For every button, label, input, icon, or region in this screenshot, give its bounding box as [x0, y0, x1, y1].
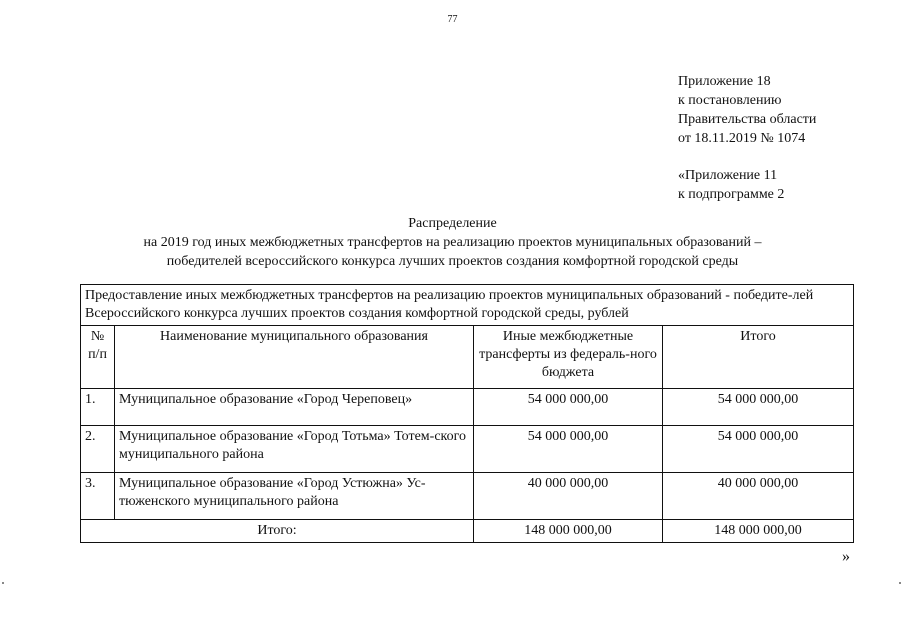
footer-total: 148 000 000,00 — [663, 520, 854, 543]
page-number: 77 — [447, 14, 458, 25]
row-num: 2. — [81, 426, 115, 473]
table-row — [81, 473, 854, 520]
title-line: Распределение — [408, 216, 497, 231]
row-federal: 40 000 000,00 — [474, 473, 663, 520]
row-name: Муниципальное образование «Город Устюжна» Ус-тюженского муниципального района — [115, 473, 474, 520]
row-total: 40 000 000,00 — [663, 473, 854, 520]
scan-mark — [2, 582, 4, 584]
document-title — [0, 214, 905, 271]
table-row — [81, 389, 854, 426]
table-row — [81, 426, 854, 473]
appendix-line: «Приложение 11 — [678, 168, 778, 183]
table-caption-row — [81, 285, 854, 326]
scan-mark — [899, 582, 901, 584]
row-federal: 54 000 000,00 — [474, 389, 663, 426]
header-total: Итого — [663, 326, 854, 389]
row-num: 3. — [81, 473, 115, 520]
appendix-line: Правительства области — [678, 112, 817, 127]
footer-label: Итого: — [81, 520, 474, 543]
row-total: 54 000 000,00 — [663, 426, 854, 473]
table-header-row — [81, 326, 854, 389]
appendix-line: от 18.11.2019 № 1074 — [678, 131, 806, 146]
table-footer-row — [81, 520, 854, 543]
row-name: Муниципальное образование «Город Тотьма» Тотем-ского муниципального района — [115, 426, 474, 473]
appendix-line: к постановлению — [678, 93, 782, 108]
row-total: 54 000 000,00 — [663, 389, 854, 426]
row-name: Муниципальное образование «Город Череповец» — [115, 389, 474, 426]
footer-federal: 148 000 000,00 — [474, 520, 663, 543]
appendix-gap — [678, 148, 816, 166]
row-num: 1. — [81, 389, 115, 426]
appendix-reference — [678, 72, 816, 204]
header-federal: Иные межбюджетные трансферты из федераль-ного бюджета — [474, 326, 663, 389]
appendix-line: Приложение 18 — [678, 74, 771, 89]
closing-quote: » — [842, 548, 850, 565]
row-federal: 54 000 000,00 — [474, 426, 663, 473]
distribution-table — [80, 284, 854, 543]
header-num: № п/п — [81, 326, 115, 389]
appendix-line: к подпрограмме 2 — [678, 187, 785, 202]
header-name: Наименование муниципального образования — [115, 326, 474, 389]
title-line: победителей всероссийского конкурса лучших проектов создания комфортной городской среды — [166, 254, 739, 269]
title-line: на 2019 год иных межбюджетных трансфертов на реализацию проектов муниципальных образований – — [143, 235, 762, 250]
table-caption: Предоставление иных межбюджетных трансфертов на реализацию проектов муниципальных образований - победите-лей Всероссийского конкурса лучших проектов создания комфортной городской среды, рублей — [81, 285, 854, 326]
